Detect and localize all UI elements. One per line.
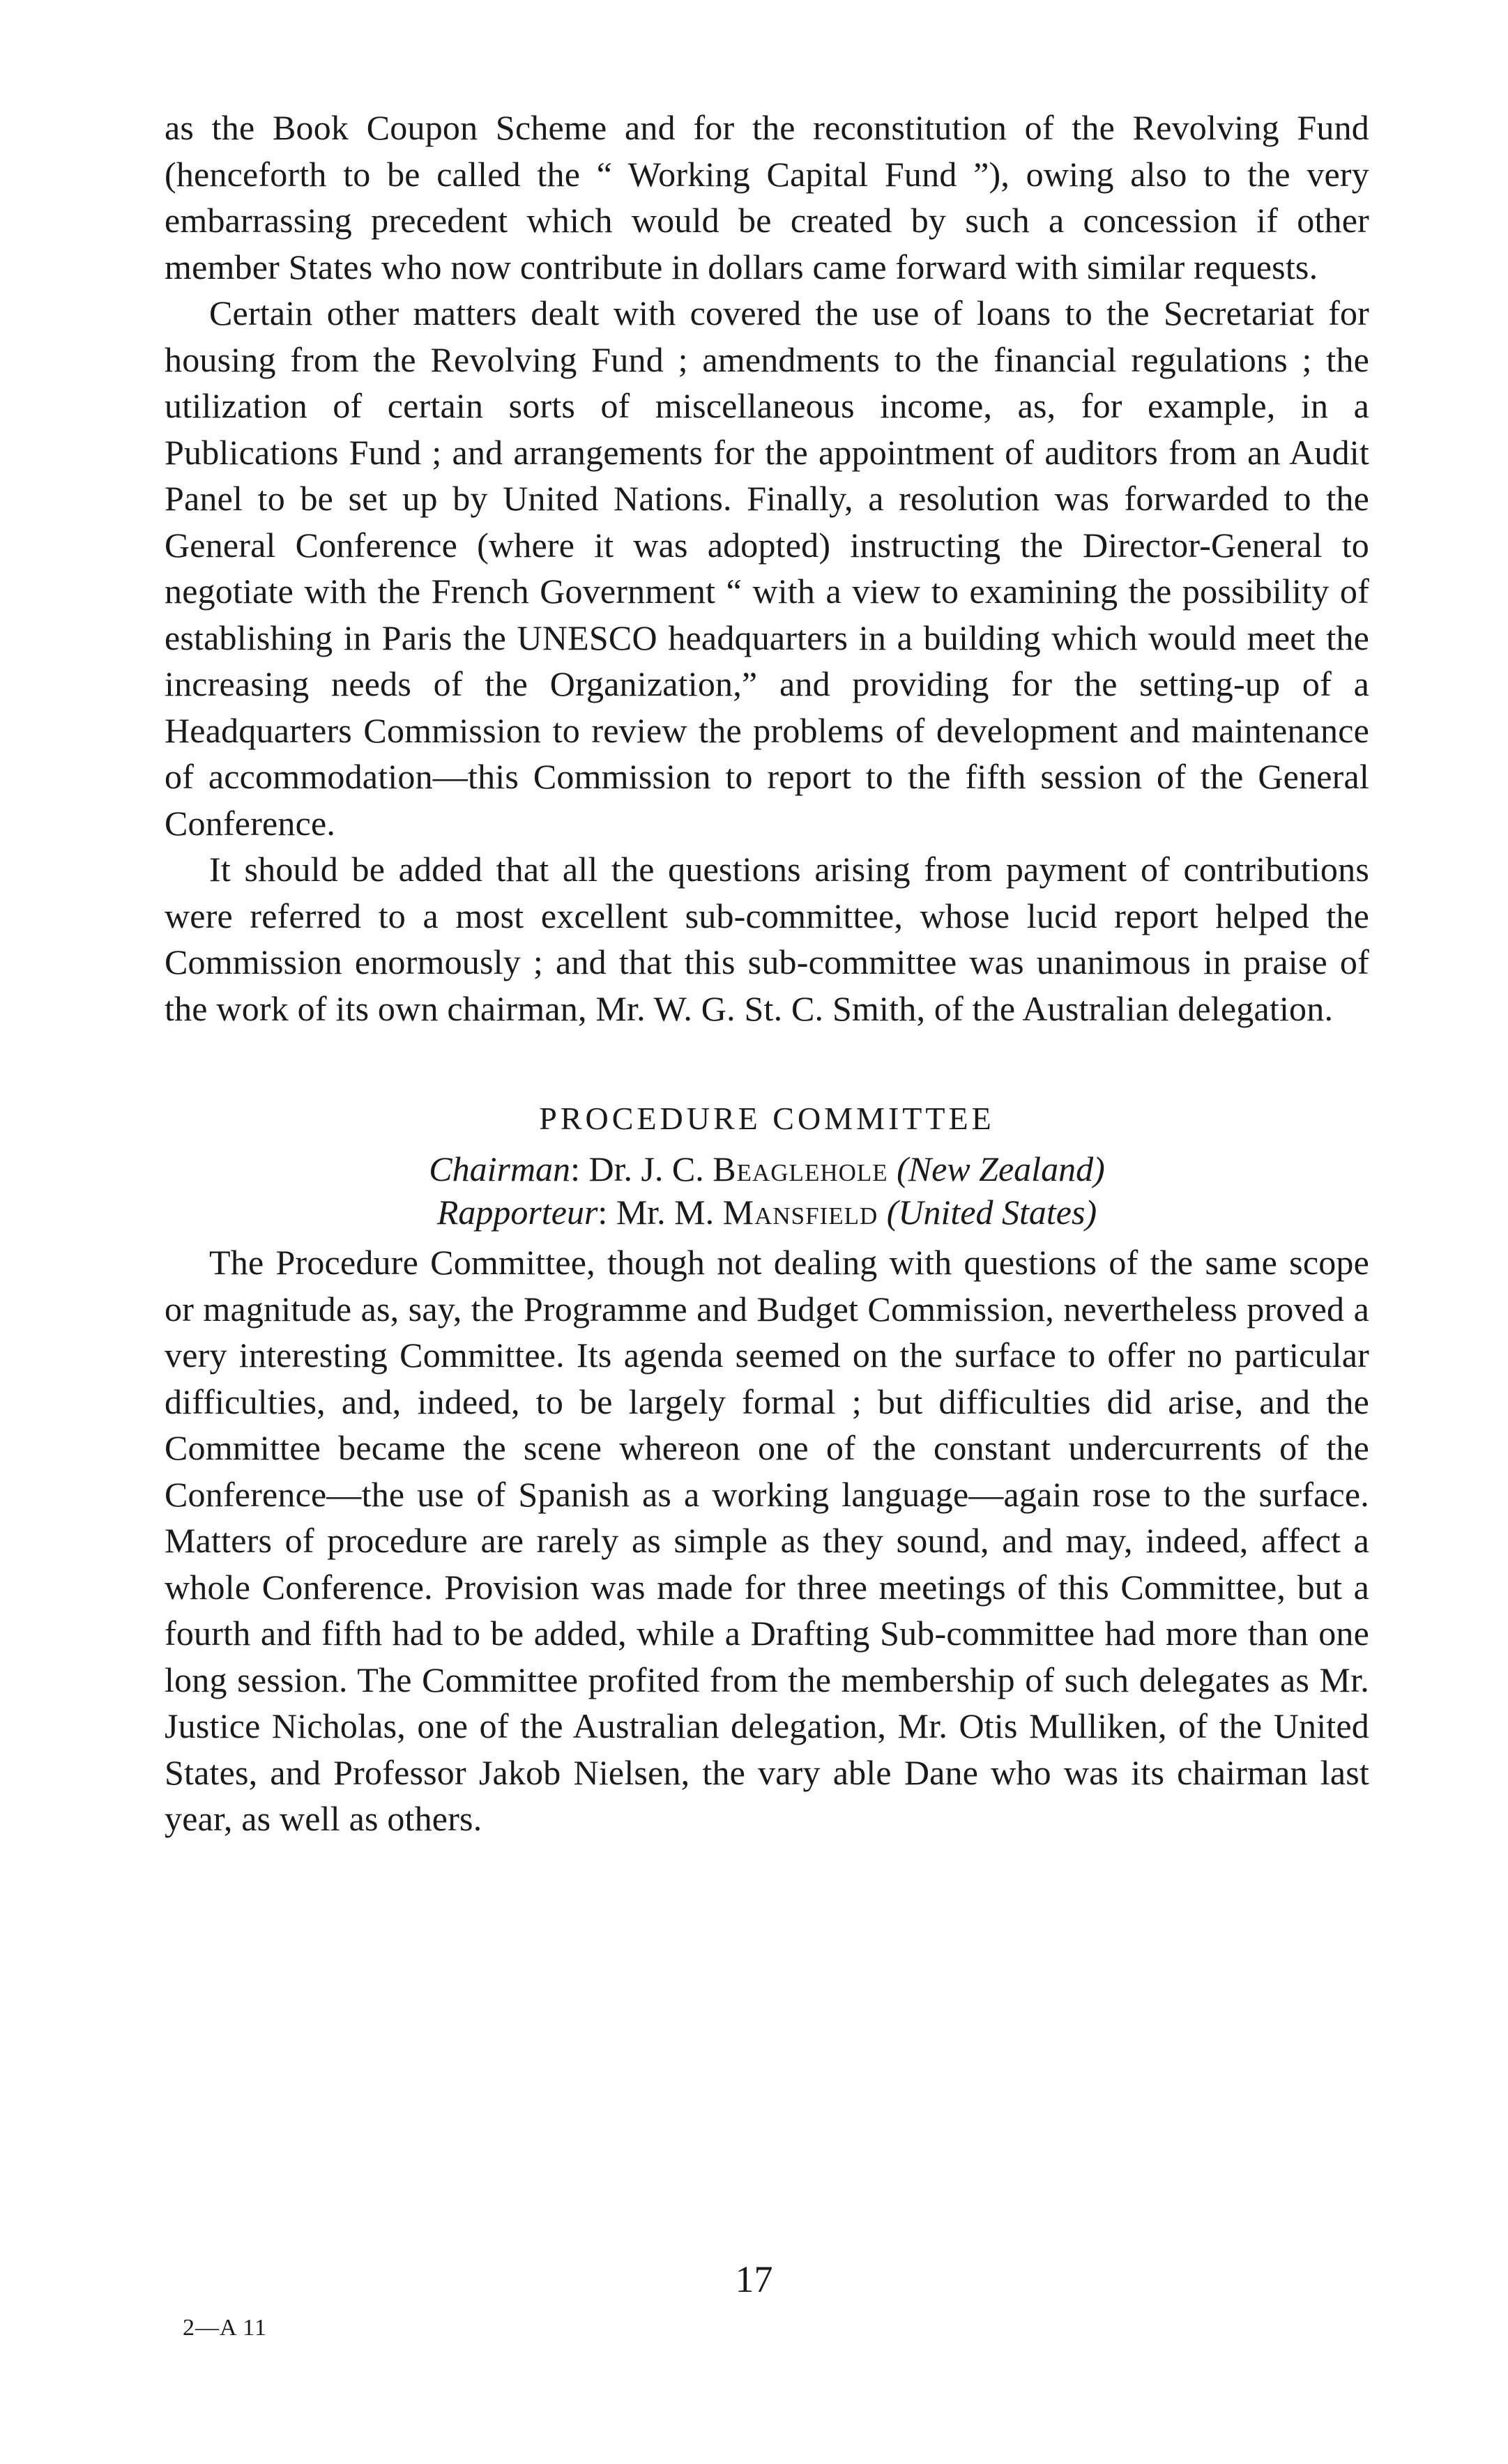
page-body [165,105,1369,1842]
paragraph-sub-committee: It should be added that all the questions arising from payment of contributions were referred to a most excellent sub-committee, whose lucid report helped the Commission enormously ; and that this sub-committee was unanimous in praise of the work of its own chairman, Mr. W. G. St. C. Smith, of the Australian delegation. [165,850,1369,1028]
paragraph-procedure-committee: The Procedure Committee, though not dealing with questions of the same scope or magnitude as, say, the Programme and Budget Commission, nevertheless proved a very interesting Committee. Its agenda seemed on the surface to offer no particular difficulties, and, indeed, to be largely formal ; but difficulties did arise, and the Committee became the scene whereon one of the constant undercurrents of the Conference—the use of Spanish as a working language—again rose to the surface. Matters of procedure are rarely as simple as they sound, and may, indeed, affect a whole Conference. Provision was made for three meetings of this Committee, but a fourth and fifth had to be added, while a Drafting Sub-committee had more than one long session. The Committee profited from the membership of such delegates as Mr. Justice Nicholas, one of the Australian delegation, Mr. Otis Mulliken, of the United States, and Professor Jakob Nielsen, the vary able Dane who was its chairman last year, as well as others. [165,1243,1369,1838]
rapporteur-role: Rapporteur [436,1193,598,1232]
page-number: 17 [735,2258,773,2300]
chairman-role: Chairman [429,1149,571,1188]
rapporteur-line: Rapporteur: Mr. M. Mansfield (United States) [436,1193,1097,1232]
committee-officers [165,1147,1369,1234]
chairman-line: Chairman: Dr. J. C. Beaglehole (New Zealand) [429,1149,1105,1188]
section-heading-procedure-committee: PROCEDURE COMMITTEE [539,1101,995,1136]
chairman-surname: Beaglehole [713,1149,888,1188]
rapporteur-title: Mr. M. [616,1193,715,1232]
signature-mark: 2—A 11 [183,2315,267,2341]
chairman-country: (New Zealand) [897,1149,1105,1188]
rapporteur-country: (United States) [886,1193,1097,1232]
rapporteur-surname: Mansfield [722,1193,878,1232]
paragraph-other-matters: Certain other matters dealt with covered the use of loans to the Secretariat for housing from the Revolving Fund ; amendments to the financial regulations ; the utilization of certain sorts of miscellaneous income, as, for example, in a Publications Fund ; and arrangements for the appointment of auditors from an Audit Panel to be set up by United Nations. Finally, a resolution was forwarded to the General Conference (where it was adopted) instructing the Director-General to negotiate with the French Government “ with a view to examining the possibility of establishing in Paris the UNESCO headquarters in a building which would meet the increasing needs of the Organization,” and providing for the setting-up of a Headquarters Commission to review the problems of development and maintenance of accommodation—this Commission to report to the fifth session of the General Conference. [165,293,1369,843]
paragraph-continuation: as the Book Coupon Scheme and for the reconstitution of the Revolving Fund (henceforth to be called the “ Working Capital Fund ”), owing also to the very embarrassing precedent which would be created by such a concession if other member States who now contribute in dollars came forward with similar requests. [165,108,1369,286]
chairman-title: Dr. J. C. [588,1149,704,1188]
